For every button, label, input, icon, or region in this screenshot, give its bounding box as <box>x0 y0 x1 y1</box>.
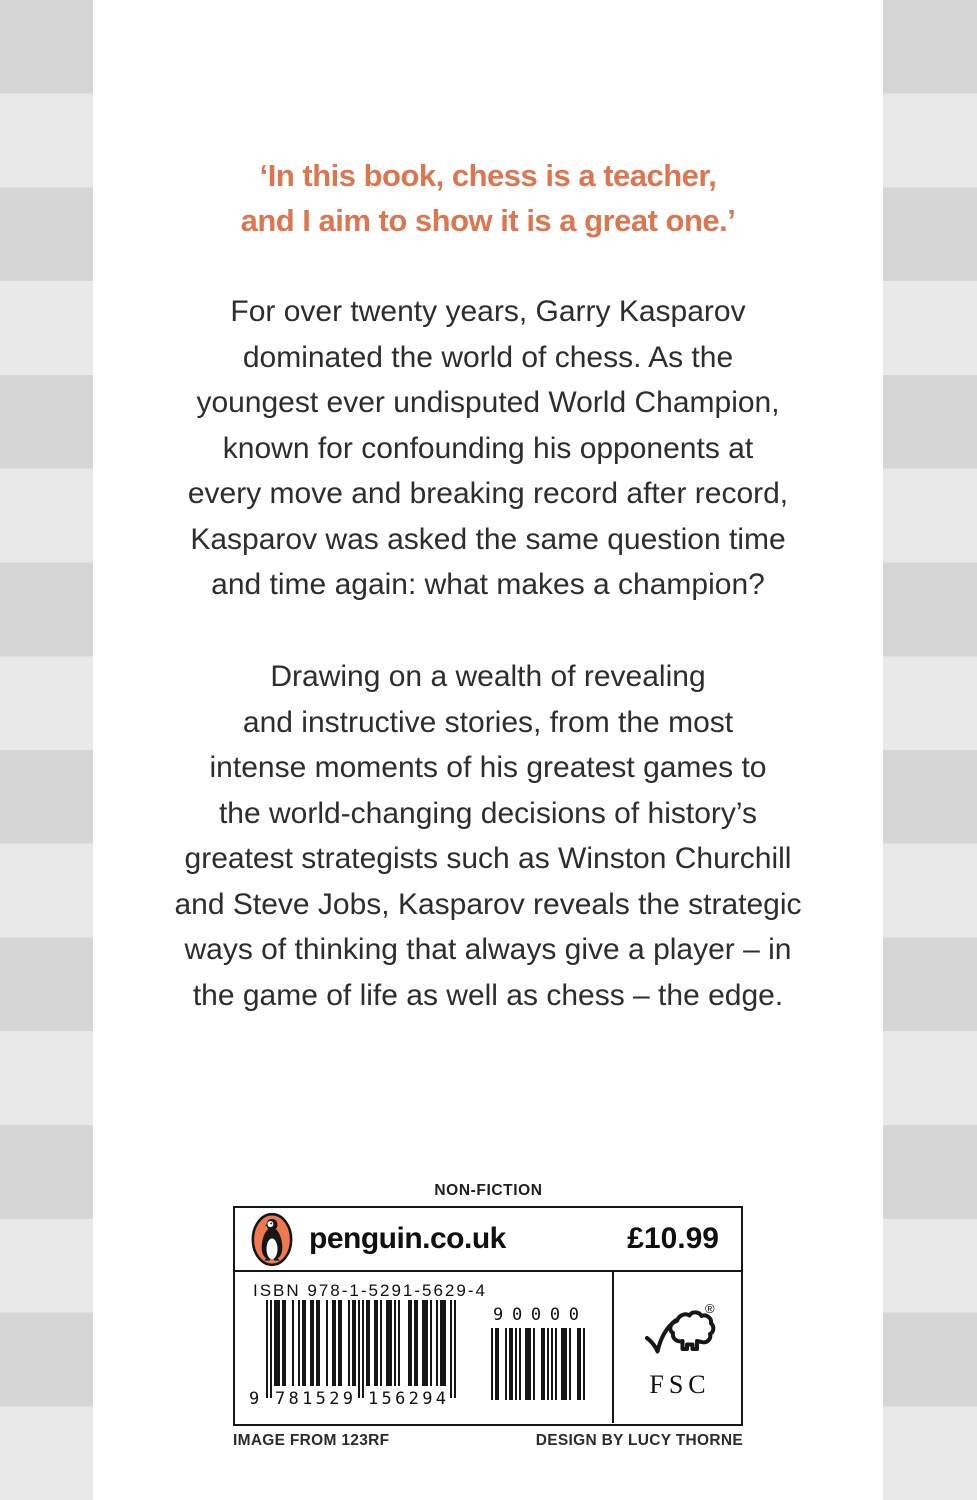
ean13-bars <box>266 1300 456 1398</box>
publisher-row <box>235 1208 741 1272</box>
ean13-barcode <box>249 1300 461 1406</box>
body-line: Kasparov was asked the same question time <box>190 522 786 556</box>
body-line: intense moments of his greatest games to <box>209 751 767 784</box>
publisher-website: penguin.co.uk <box>309 1222 506 1255</box>
isbn-label: ISBN 978-1-5291-5629-4 <box>253 1281 487 1300</box>
body-line: known for confounding his opponents at <box>222 431 754 465</box>
stripe-pattern-left <box>0 0 93 1500</box>
addon-digits: 90000 <box>493 1305 579 1325</box>
body-line: ways of thinking that always give a player – in <box>184 933 792 966</box>
credit-image-source: IMAGE FROM 123RF <box>233 1432 390 1449</box>
body-line: every move and breaking record after record, <box>187 477 789 510</box>
body-line: and time again: what makes a champion? <box>211 568 765 601</box>
credit-designer: DESIGN BY LUCY THORNE <box>535 1432 743 1449</box>
fsc-tree-icon <box>639 1300 717 1370</box>
penguin-logo-icon <box>250 1212 294 1267</box>
body-line: and instructive stories, from the most <box>242 705 734 739</box>
body-line: greatest strategists such as Winston Churchill <box>184 842 792 875</box>
body-line: youngest ever undisputed World Champion, <box>196 386 780 419</box>
body-line: dominated the world of chess. As the <box>242 340 734 374</box>
barcode-cell <box>235 1272 614 1423</box>
body-paragraph-2 <box>98 654 878 1018</box>
barcode-digit-left: 9 <box>249 1389 260 1406</box>
category-label: NON-FICTION <box>434 1182 543 1199</box>
barcode-digits-group1: 781529 <box>275 1389 353 1406</box>
publisher-info-box <box>233 1206 743 1426</box>
registered-mark-icon: ® <box>704 1300 715 1316</box>
pull-quote-line: ‘In this book, chess is a teacher, <box>259 158 717 193</box>
stripe-pattern-right <box>883 0 977 1500</box>
addon-bars <box>491 1328 585 1400</box>
body-line: For over twenty years, Garry Kasparov <box>230 295 746 328</box>
fsc-cell <box>614 1272 741 1423</box>
body-line: the game of life as well as chess – the edge. <box>192 978 784 1012</box>
barcode-row <box>235 1272 741 1423</box>
body-line: the world-changing decisions of history’s <box>218 796 758 830</box>
body-line: and Steve Jobs, Kasparov reveals the strategic <box>174 887 802 921</box>
credits-row <box>233 1432 743 1450</box>
price-label: £10.99 <box>627 1222 719 1255</box>
fsc-label: FSC <box>649 1369 711 1399</box>
pull-quote <box>138 153 838 243</box>
addon-barcode <box>487 1304 587 1402</box>
body-line: Drawing on a wealth of revealing <box>270 660 706 693</box>
pull-quote-line: and I aim to show it is a great one.’ <box>240 203 736 238</box>
body-paragraph-1 <box>98 289 878 608</box>
barcode-digits-group2: 156294 <box>368 1389 446 1406</box>
